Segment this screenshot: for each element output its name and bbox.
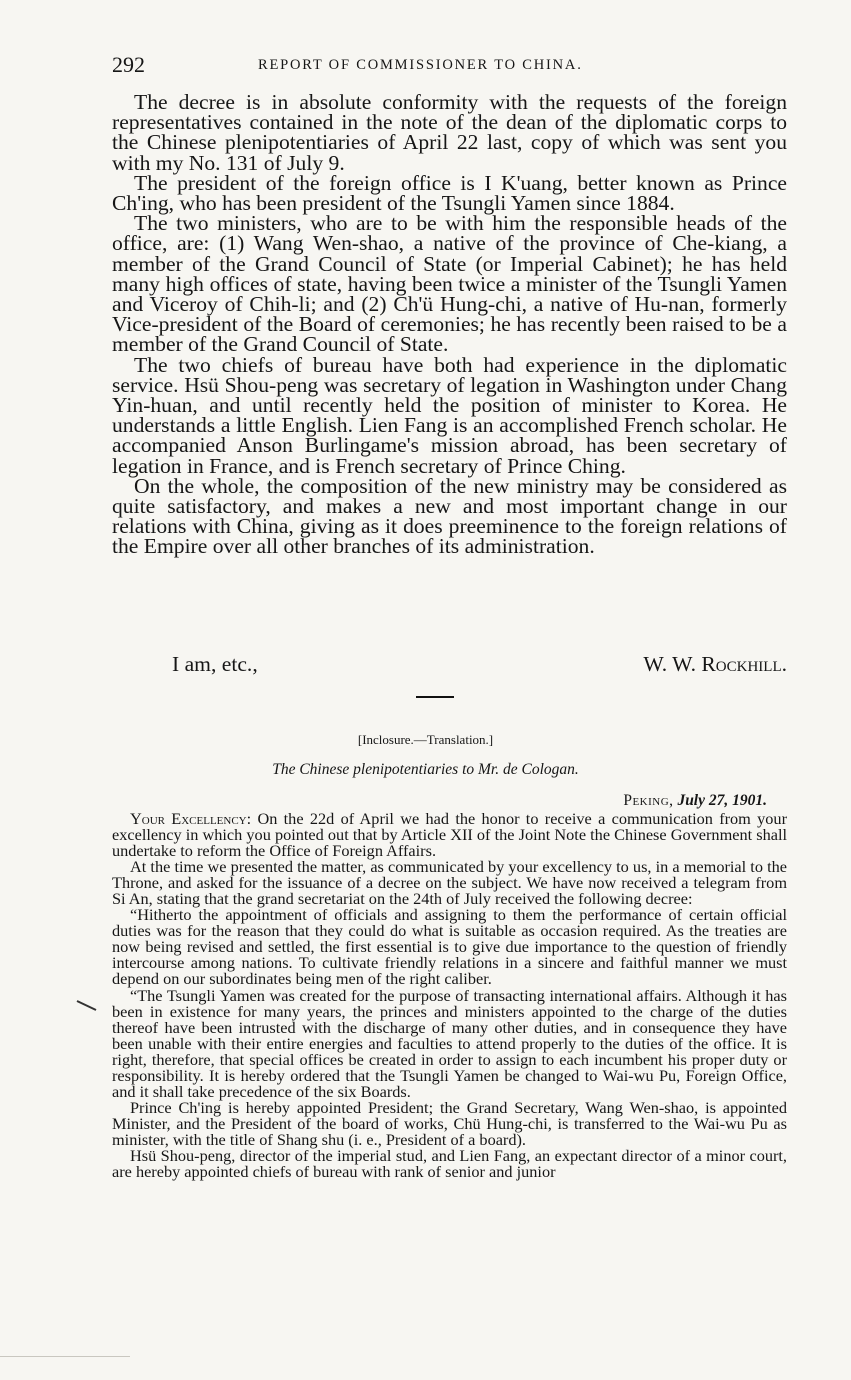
inclosure-paragraph-text: On the 22d of April we had the honor to receive a communication from your excellency in which you pointed out that by Article XII of the Joint Note the Chinese Government shall undertake to reform the Office of Foreign Affairs. [112, 809, 787, 861]
dateline [623, 792, 767, 810]
dateline-date: July 27, 1901. [677, 792, 767, 809]
inclosure-body [112, 811, 787, 1180]
signature-name: W. W. Rockhill. [643, 652, 787, 676]
signature [643, 652, 787, 677]
letter-paragraph: The two ministers, who are to be with him the responsible heads of the office, are: (1) Wang Wen-shao, a native of the province of Che-kiang, a member of the Grand Council of State (or Imperial Cabinet); he has held many high offices of state, having been twice a minister of the Tsungli Yamen and Viceroy of Chih-li; and (2) Ch'ü Hung-chi, a native of Hu-nan, formerly Vice-president of the Board of ceremonies; he has recently been raised to be a member of the Grand Council of State. [112, 211, 787, 357]
letter-closing [112, 652, 787, 678]
pencil-mark-icon [76, 1000, 98, 1012]
dateline-place: Peking, [623, 792, 674, 809]
running-head: REPORT OF COMMISSIONER TO CHINA. [258, 57, 583, 73]
page-header [112, 52, 784, 78]
complimentary-close: I am, etc., [172, 652, 258, 676]
inclosure-paragraph: Prince Ch'ing is hereby appointed President; the Grand Secretary, Wang Wen-shao, is appointed Minister, and the President of the board of works, Chü Hung-chi, is transferred to the Wai-wu Pu as minister, with the title of Shang shu (i. e., President of a board). [112, 1097, 787, 1149]
inclosure-title: The Chinese plenipotentiaries to Mr. de Cologan. [272, 761, 579, 778]
letter-paragraph: The decree is in absolute conformity with the requests of the foreign representatives contained in the note of the dean of the diplomatic corps to the Chinese plenipotentiaries of April 22 last, copy of which was sent you with my No. 131 of July 9. [112, 90, 787, 175]
letter-paragraph: The president of the foreign office is I K'uang, better known as Prince Ch'ing, who has been president of the Tsungli Yamen since 1884. [112, 170, 787, 216]
inclosure-paragraph [112, 811, 787, 859]
inclosure-paragraph: “Hitherto the appointment of officials and assigning to them the performance of certain official duties was for the reason that they could do what is suitable as occasion required. As the treaties are now being revised and settled, the first essential is to give due importance to the question of friendly intercourse among nations. To cultivate friendly relations in a sincere and faithful manner we must depend on our subordinates being men of the right caliber. [112, 905, 787, 989]
salutation: Your Excellency: [130, 809, 252, 828]
inclosure-paragraph: “The Tsungli Yamen was created for the purpose of transacting international affairs. Although it has been in existence for many years, the princes and ministers appointed to the charge of the duties thereof have been intrusted with the discharge of many other duties, and in consequence they have been unable with their entire energies and faculties to attend properly to the duties of the office. It is right, therefore, that special offices be created in order to assign to each incumbent his proper duty or responsibility. It is hereby ordered that the Tsungli Yamen be changed to Wai-wu Pu, Foreign Office, and it shall take precedence of the six Boards. [112, 985, 787, 1101]
inclosure-label: [Inclosure.—Translation.] [357, 732, 494, 747]
letter-paragraph: The two chiefs of bureau have both had experience in the diplomatic service. Hsü Shou-peng was secretary of legation in Washington under Chang Yin-huan, and until recently held the position of minister to Korea. He understands a little English. Lien Fang is an accomplished French scholar. He accompanied Anson Burlingame's mission abroad, has been secretary of legation in France, and is French secretary of Prince Ching. [112, 352, 787, 478]
section-divider [416, 696, 454, 698]
letter-paragraph: On the whole, the composition of the new ministry may be considered as quite satisfactory, and makes a new and most important change in our relations with China, giving as it does preeminence to the foreign relations of the Empire over all other branches of its administration. [112, 473, 787, 559]
inclosure-paragraph: Hsü Shou-peng, director of the imperial stud, and Lien Fang, an expectant director of a minor court, are hereby appointed chiefs of bureau with rank of senior and junior [112, 1145, 787, 1182]
page-number: 292 [112, 52, 145, 77]
inclosure-paragraph: At the time we presented the matter, as communicated by your excellency to us, in a memorial to the Throne, and asked for the issuance of a decree on the subject. We have now received a telegram from Si An, stating that the grand secretariat on the 24th of July received the following decree: [112, 857, 787, 909]
page-edge-line [0, 1356, 130, 1357]
letter-body [112, 92, 787, 557]
